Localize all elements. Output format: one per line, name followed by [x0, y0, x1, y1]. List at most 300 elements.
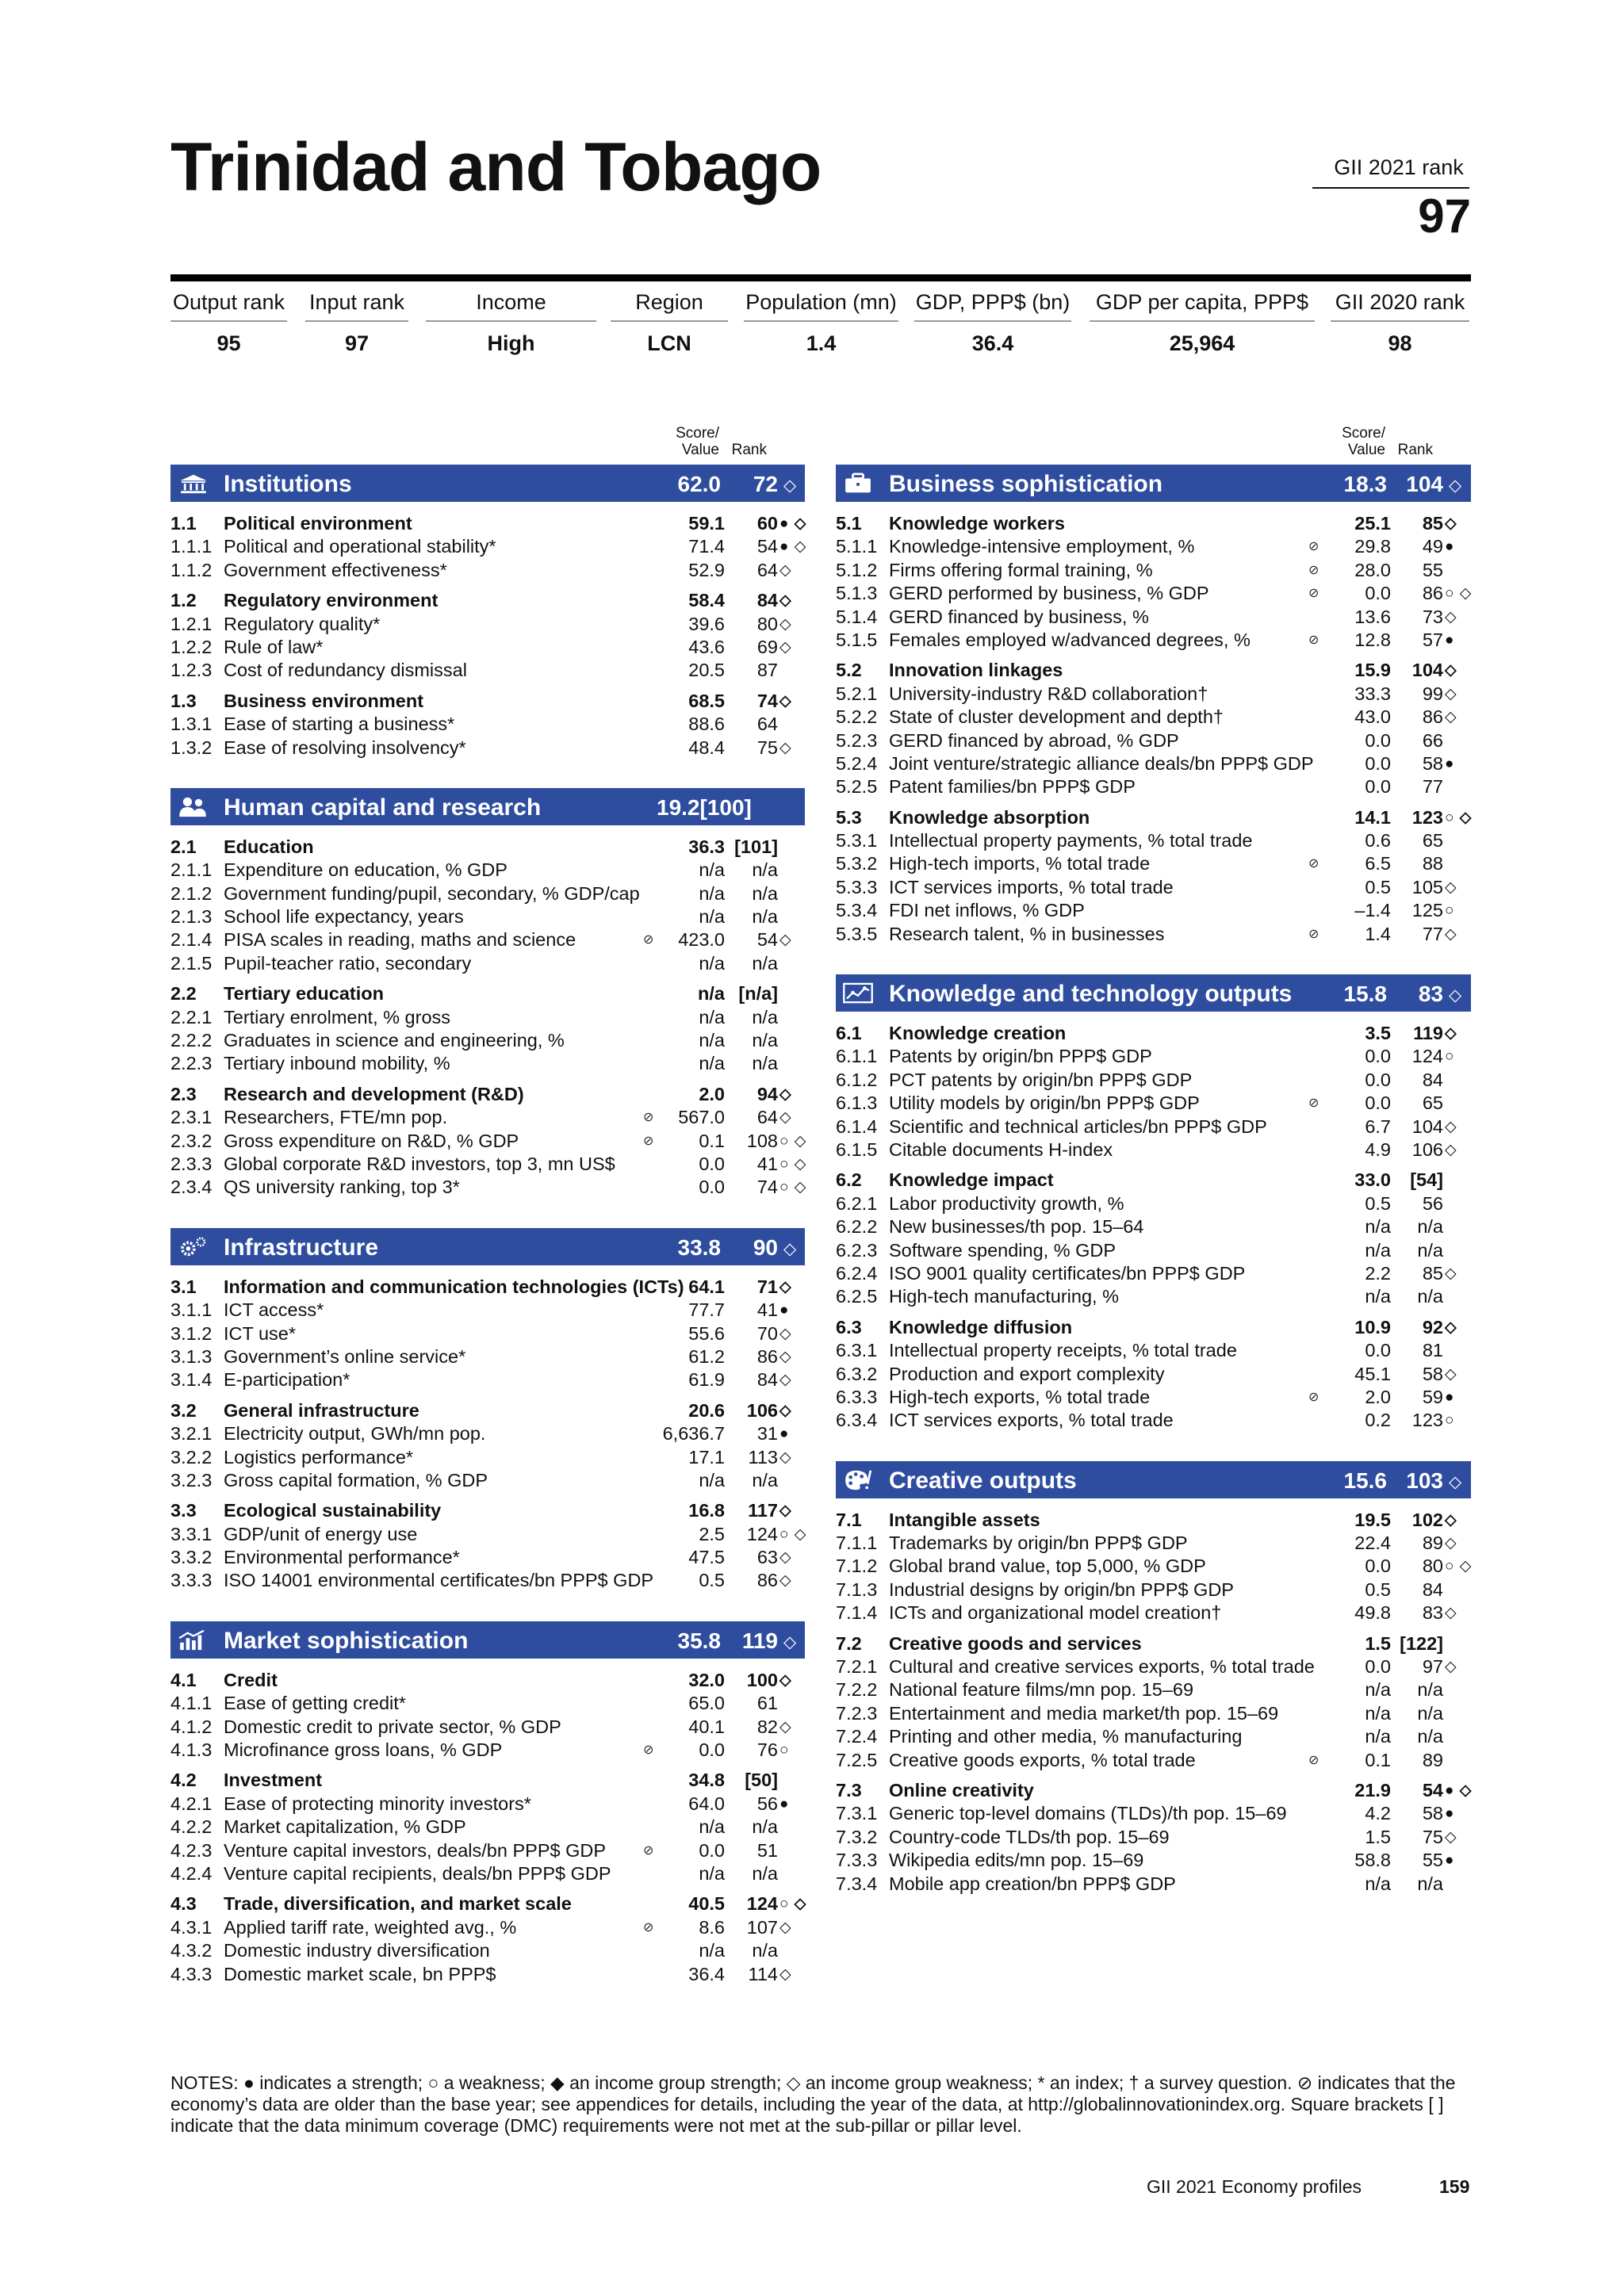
pillar-header [170, 465, 805, 502]
indicator-label: ISO 9001 quality certificates/bn PPP$ GDP [889, 1262, 1246, 1284]
summary-cell [426, 290, 596, 356]
indicator-code: 1.3.1 [170, 714, 213, 735]
old-data-icon: ⊘ [1308, 857, 1320, 871]
indicator-rank: 55 [1422, 559, 1443, 580]
pillar-rank: 72 [753, 472, 778, 496]
indicator-label: Research and development (R&D) [224, 1083, 524, 1104]
summary-label: Income [426, 290, 596, 322]
indicator-score: 0.0 [1365, 583, 1391, 604]
indicator-label: GDP/unit of energy use [224, 1523, 418, 1544]
indicator-row [170, 952, 805, 975]
indicator-rank: 56 [1422, 1192, 1443, 1214]
indicator-code: 4.2.4 [170, 1862, 213, 1884]
indicator-score: 61.9 [688, 1369, 725, 1391]
indicator-label: Expenditure on education, % GDP [224, 859, 508, 881]
indicator-row [836, 1262, 1471, 1285]
indicator-score: 49.8 [1354, 1602, 1391, 1624]
strength-weakness-marker: ◇ [779, 1919, 792, 1936]
strength-weakness-marker: ◇ [779, 1372, 792, 1389]
indicator-score: 36.3 [688, 836, 725, 857]
indicator-code: 4.3.3 [170, 1963, 213, 1984]
row-spacer [836, 1161, 1471, 1169]
indicator-rank: n/a [752, 1862, 778, 1884]
indicator-score: 64.1 [688, 1276, 725, 1297]
indicator-label: Ease of starting a business* [224, 714, 455, 735]
indicator-rank: 70 [756, 1322, 778, 1344]
gii-rank-value: 97 [1418, 189, 1471, 243]
indicator-score: n/a [699, 1816, 725, 1838]
indicator-label: New businesses/th pop. 15–64 [889, 1216, 1144, 1238]
indicator-code: 5.1.3 [836, 583, 878, 604]
indicator-rank: 99 [1422, 683, 1443, 704]
indicator-rank: 65 [1422, 1093, 1443, 1114]
indicator-code: 3.1.2 [170, 1322, 213, 1344]
indicator-code: 6.1 [836, 1023, 862, 1044]
indicator-rank: 66 [1422, 729, 1443, 751]
indicator-rank: 77 [1422, 776, 1443, 798]
indicator-score: 0.1 [1365, 1749, 1391, 1770]
indicator-label: Intellectual property payments, % total trade [889, 830, 1253, 851]
subpillar-row [170, 1769, 805, 1792]
row-spacer [836, 1309, 1471, 1316]
indicator-code: 3.1.1 [170, 1299, 213, 1321]
strength-weakness-marker: ◇ [779, 1278, 792, 1295]
strength-weakness-marker: ◇ [1445, 1535, 1457, 1552]
strength-weakness-marker: ● ◇ [1445, 1781, 1473, 1799]
gears-icon [175, 1236, 210, 1258]
indicator-code: 1.1.1 [170, 536, 213, 557]
indicator-code: 4.3 [170, 1893, 197, 1915]
pillar-marker: ◇ [783, 1239, 797, 1258]
indicator-label: Generic top-level domains (TLDs)/th pop. 15–69 [889, 1803, 1287, 1824]
indicator-label: PISA scales in reading, maths and science [224, 929, 576, 951]
indicator-label: Intellectual property receipts, % total trade [889, 1340, 1237, 1361]
strength-weakness-marker: ○ ◇ [779, 1525, 807, 1543]
indicator-label: Creative goods and services [889, 1632, 1142, 1654]
indicator-code: 2.3.3 [170, 1153, 213, 1174]
strength-weakness-marker: ◇ [779, 1325, 792, 1342]
indicator-row [836, 559, 1471, 582]
indicator-row [170, 1322, 805, 1345]
pillar-marker: ◇ [1449, 986, 1462, 1005]
indicator-rank: 84 [1422, 1069, 1443, 1090]
strength-weakness-marker: ◇ [779, 1402, 792, 1419]
strength-weakness-marker: ◇ [779, 1085, 792, 1103]
indicator-rank: 85 [1422, 513, 1443, 534]
pillar-score: 15.6 [1343, 1468, 1387, 1493]
indicator-code: 5.3.3 [836, 876, 878, 897]
indicator-code: 6.2.1 [836, 1192, 878, 1214]
indicator-rank: n/a [752, 906, 778, 928]
indicator-label: Microfinance gross loans, % GDP [224, 1739, 503, 1761]
indicator-rank: 65 [1422, 830, 1443, 851]
subpillar-row [836, 1632, 1471, 1655]
indicator-code: 6.3.4 [836, 1410, 878, 1431]
strength-weakness-marker: ◇ [1445, 1265, 1457, 1282]
indicator-code: 6.1.5 [836, 1138, 878, 1160]
indicator-rank: 57 [1422, 629, 1443, 650]
indicator-score: n/a [1365, 1873, 1391, 1894]
strength-weakness-marker: ◇ [1445, 662, 1457, 679]
indicator-code: 7.1 [836, 1509, 862, 1530]
summary-label: Region [611, 290, 728, 322]
indicator-row [170, 1106, 805, 1129]
indicator-label: Tertiary enrolment, % gross [224, 1006, 451, 1027]
indicator-row [170, 1939, 805, 1962]
indicator-label: Citable documents H-index [889, 1138, 1113, 1160]
summary-cell [1331, 290, 1469, 356]
indicator-label: Environmental performance* [224, 1547, 460, 1568]
indicator-label: Domestic industry diversification [224, 1940, 490, 1961]
indicator-label: Political environment [224, 513, 412, 534]
strength-weakness-marker: ◇ [1445, 709, 1457, 726]
indicator-score: 2.5 [699, 1523, 725, 1544]
indicator-code: 6.1.2 [836, 1069, 878, 1090]
indicator-code: 2.2 [170, 983, 197, 1004]
indicator-score: 21.9 [1354, 1779, 1391, 1800]
indicator-rank: [122] [1400, 1632, 1443, 1654]
old-data-icon: ⊘ [643, 1111, 654, 1125]
strength-weakness-marker: ◇ [1445, 1605, 1457, 1622]
strength-weakness-marker: ◇ [779, 615, 792, 633]
indicator-code: 5.1.5 [836, 629, 878, 650]
indicator-row [170, 1299, 805, 1322]
indicator-rank: 86 [1422, 706, 1443, 728]
strength-weakness-marker: ○ [1445, 902, 1455, 920]
indicator-row [170, 1176, 805, 1199]
subpillar-row [170, 512, 805, 535]
indicator-code: 7.3.1 [836, 1803, 878, 1824]
indicator-code: 6.3.3 [836, 1386, 878, 1407]
indicator-code: 7.3.2 [836, 1826, 878, 1847]
indicator-rank: 86 [756, 1570, 778, 1591]
indicator-score: 13.6 [1354, 606, 1391, 627]
indicator-score: 19.5 [1354, 1509, 1391, 1530]
indicator-rank: 123 [1411, 806, 1443, 828]
subpillar-row [170, 836, 805, 859]
row-spacer [170, 975, 805, 982]
strength-weakness-marker: ● [1445, 1852, 1455, 1869]
indicator-label: GERD financed by business, % [889, 606, 1149, 627]
indicator-score: 0.6 [1365, 830, 1391, 851]
row-spacer [836, 652, 1471, 659]
indicator-label: Ecological sustainability [224, 1500, 442, 1521]
col-header-score: Score/ [1342, 425, 1385, 442]
subpillar-row [170, 1083, 805, 1106]
indicator-rank: 63 [756, 1547, 778, 1568]
indicator-rank: [50] [745, 1770, 778, 1791]
indicator-score: 77.7 [688, 1299, 725, 1321]
indicator-code: 7.1.2 [836, 1556, 878, 1577]
indicator-rank: 117 [748, 1500, 778, 1521]
indicator-code: 4.2.1 [170, 1793, 213, 1814]
pillar-section [170, 1228, 805, 1593]
indicator-rank: 56 [756, 1793, 778, 1814]
indicator-code: 1.1.2 [170, 559, 213, 580]
indicator-score: n/a [698, 983, 725, 1004]
indicator-code: 4.2.3 [170, 1839, 213, 1861]
indicator-code: 3.2.1 [170, 1423, 213, 1445]
indicator-score: 8.6 [699, 1916, 725, 1938]
indicator-row [836, 1285, 1471, 1308]
indicator-code: 7.1.1 [836, 1533, 878, 1554]
indicator-rank: 74 [756, 690, 778, 711]
indicator-rank: 85 [1422, 1262, 1443, 1284]
indicator-score: n/a [1365, 1679, 1391, 1701]
indicator-row [170, 882, 805, 905]
indicator-rank: 51 [756, 1839, 778, 1861]
indicator-row [836, 1802, 1471, 1825]
indicator-label: High-tech exports, % total trade [889, 1386, 1151, 1407]
left-column [170, 465, 805, 2015]
indicator-score: 0.0 [1365, 752, 1391, 774]
indicator-label: Trademarks by origin/bn PPP$ GDP [889, 1533, 1188, 1554]
indicator-label: Applied tariff rate, weighted avg., % [224, 1916, 517, 1938]
indicator-row [170, 659, 805, 682]
indicator-label: QS university ranking, top 3* [224, 1177, 460, 1198]
indicator-score: n/a [699, 906, 725, 928]
pillar-score: 35.8 [677, 1628, 721, 1653]
row-spacer [836, 1625, 1471, 1632]
strength-weakness-marker: ◇ [779, 592, 792, 610]
indicator-rank: 100 [746, 1669, 778, 1690]
indicator-row [836, 535, 1471, 558]
indicator-code: 3.3 [170, 1500, 197, 1521]
indicator-rank: [54] [1410, 1169, 1443, 1191]
indicator-label: Entertainment and media market/th pop. 15–69 [889, 1702, 1279, 1724]
indicator-row [170, 1052, 805, 1075]
indicator-score: 0.1 [699, 1130, 725, 1151]
strength-weakness-marker: ◇ [1445, 1318, 1457, 1336]
indicator-rank: n/a [1417, 1239, 1443, 1261]
indicator-rank: n/a [1417, 1286, 1443, 1307]
indicator-score: 4.9 [1365, 1138, 1391, 1160]
indicator-label: GERD financed by abroad, % GDP [889, 729, 1179, 751]
gii-rank-label: GII 2021 rank [1334, 155, 1464, 179]
indicator-score: 0.0 [699, 1739, 725, 1761]
indicator-rank: 124 [1411, 1046, 1443, 1067]
indicator-score: 48.4 [688, 737, 725, 758]
col-header-rank: Rank [1397, 442, 1433, 458]
indicator-code: 7.1.3 [836, 1578, 878, 1600]
indicator-code: 4.1.2 [170, 1716, 213, 1737]
indicator-label: Knowledge impact [889, 1169, 1054, 1191]
indicator-label: Government funding/pupil, secondary, % GDP/cap [224, 882, 640, 904]
indicator-label: Females employed w/advanced degrees, % [889, 629, 1251, 650]
indicator-code: 5.1.4 [836, 606, 878, 627]
indicator-row [170, 1422, 805, 1445]
col-header-value: Value [681, 442, 719, 458]
indicator-rank: 113 [748, 1446, 778, 1468]
summary-label: GDP per capita, PPP$ [1090, 290, 1315, 322]
col-header-rank: Rank [731, 442, 767, 458]
strength-weakness-marker: ◇ [779, 1348, 792, 1365]
indicator-label: Ease of protecting minority investors* [224, 1793, 531, 1814]
pillar-rank: 119 [741, 1628, 778, 1653]
col-header-score: Score/ [676, 425, 719, 442]
pillar-header [170, 1228, 805, 1265]
indicator-score: n/a [699, 882, 725, 904]
indicator-code: 2.3.1 [170, 1107, 213, 1128]
indicator-code: 3.2 [170, 1399, 197, 1421]
indicator-label: Tertiary inbound mobility, % [224, 1053, 450, 1074]
indicator-row [836, 1601, 1471, 1624]
indicator-rank: 106 [1411, 1138, 1443, 1160]
summary-label: GII 2020 rank [1331, 290, 1469, 322]
old-data-icon: ⊘ [643, 933, 654, 947]
row-spacer [170, 1392, 805, 1399]
pillar-header [836, 1461, 1471, 1498]
indicator-row [170, 1692, 805, 1715]
indicator-row [836, 1678, 1471, 1701]
indicator-label: Political and operational stability* [224, 536, 496, 557]
indicator-score: n/a [1365, 1286, 1391, 1307]
strength-weakness-marker: ● [1445, 1805, 1455, 1823]
indicator-rank: n/a [752, 1469, 778, 1490]
strength-weakness-marker: ◇ [779, 1572, 792, 1590]
indicator-row [836, 1192, 1471, 1215]
subpillar-row [170, 1669, 805, 1692]
old-data-icon: ⊘ [1308, 633, 1320, 647]
strength-weakness-marker: ◇ [1445, 925, 1457, 943]
indicator-label: Knowledge creation [889, 1023, 1067, 1044]
indicator-code: 6.1.3 [836, 1093, 878, 1114]
indicator-row [836, 1749, 1471, 1772]
indicator-score: 0.0 [1365, 1340, 1391, 1361]
indicator-code: 4.1.3 [170, 1739, 213, 1761]
indicator-rank: 89 [1422, 1533, 1443, 1554]
indicator-score: 1.5 [1365, 1632, 1391, 1654]
indicator-rank: 81 [1422, 1340, 1443, 1361]
indicator-label: Scientific and technical articles/bn PPP$ GDP [889, 1115, 1267, 1137]
indicator-rank: 97 [1422, 1656, 1443, 1678]
indicator-score: 88.6 [688, 714, 725, 735]
indicator-code: 5.2.1 [836, 683, 878, 704]
indicator-label: Business environment [224, 690, 424, 711]
indicator-code: 3.1.4 [170, 1369, 213, 1391]
indicator-score: n/a [699, 859, 725, 881]
indicator-rank: 54 [756, 929, 778, 951]
indicator-code: 4.1 [170, 1669, 197, 1690]
indicator-rank: 76 [756, 1739, 778, 1761]
indicator-row [170, 1816, 805, 1839]
indicator-rank: 105 [1411, 876, 1443, 897]
indicator-score: 58.4 [688, 590, 725, 611]
indicator-row [836, 829, 1471, 852]
pillar-score: 33.8 [677, 1234, 721, 1260]
indicator-score: n/a [699, 1030, 725, 1051]
old-data-icon: ⊘ [1308, 1390, 1320, 1404]
old-data-icon: ⊘ [643, 1743, 654, 1758]
indicator-score: n/a [699, 1940, 725, 1961]
indicator-rank: 104 [1411, 1115, 1443, 1137]
col-header-right [1300, 425, 1385, 458]
indicator-score: 2.0 [699, 1083, 725, 1104]
indicator-rank: [n/a] [738, 983, 778, 1004]
strength-weakness-marker: ○ ◇ [779, 1132, 807, 1150]
indicator-row [836, 1873, 1471, 1896]
indicator-label: Utility models by origin/bn PPP$ GDP [889, 1093, 1200, 1114]
indicator-label: Knowledge-intensive employment, % [889, 536, 1195, 557]
strength-weakness-marker: ◇ [779, 1549, 792, 1567]
palette-icon [841, 1469, 875, 1491]
header-rule [170, 274, 1471, 281]
indicator-rank: 54 [756, 536, 778, 557]
pillar-name: Human capital and research [224, 794, 542, 821]
notes: NOTES: ● indicates a strength; ○ a weakness; ◆ an income group strength; ◇ an income group weakness; * an index; † a survey question. ⊘ indicates that the economy’s data are older than the base year; see appendices for details, including the year of the data, at http://globalinnovationindex.org. Square brackets [ ] indicate that the data minimum coverage (DMC) requirements were not met at the sub-pillar or pillar level. [170, 2072, 1456, 2136]
indicator-code: 4.2 [170, 1770, 197, 1791]
indicator-rank: 58 [1422, 1363, 1443, 1384]
indicator-label: Joint venture/strategic alliance deals/bn PPP$ GDP [889, 752, 1314, 774]
footer-label: GII 2021 Economy profiles [1147, 2176, 1362, 2197]
indicator-label: Venture capital recipients, deals/bn PPP$ GDP [224, 1862, 611, 1884]
strength-weakness-marker: ○ ◇ [1445, 809, 1473, 826]
indicator-label: Graduates in science and engineering, % [224, 1030, 565, 1051]
indicator-row [836, 852, 1471, 875]
summary-value: 97 [344, 331, 370, 355]
indicator-rank: 88 [1422, 853, 1443, 874]
summary-value: 98 [1388, 331, 1412, 355]
pillar-marker: ◇ [783, 476, 797, 495]
indicator-rank: 119 [1413, 1023, 1443, 1044]
people-icon [175, 796, 210, 818]
indicator-code: 7.2 [836, 1632, 862, 1654]
summary-value: High [487, 331, 535, 355]
summary-label: Output rank [170, 290, 287, 322]
indicator-row [836, 683, 1471, 706]
indicator-row [836, 1655, 1471, 1678]
indicator-label: Investment [224, 1770, 323, 1791]
indicator-code: 2.3.2 [170, 1130, 213, 1151]
indicator-score: 0.2 [1365, 1410, 1391, 1431]
indicator-label: Government’s online service* [224, 1345, 466, 1367]
strength-weakness-marker: ◇ [779, 1965, 792, 1983]
indicator-row [836, 899, 1471, 922]
indicator-row [170, 1569, 805, 1592]
strength-weakness-marker: ◇ [1445, 515, 1457, 532]
indicator-label: Innovation linkages [889, 660, 1063, 681]
indicator-code: 7.3.4 [836, 1873, 878, 1894]
strength-weakness-marker: ◇ [779, 1671, 792, 1689]
indicator-row [170, 1793, 805, 1816]
col-header-left [634, 425, 719, 458]
indicator-label: Intangible assets [889, 1509, 1040, 1530]
indicator-row [170, 1716, 805, 1739]
indicator-label: Printing and other media, % manufacturing [889, 1726, 1243, 1747]
indicator-rank: n/a [1417, 1726, 1443, 1747]
strength-weakness-marker: ◇ [779, 1109, 792, 1127]
indicator-score: 4.2 [1365, 1803, 1391, 1824]
indicator-score: 29.8 [1354, 536, 1391, 557]
strength-weakness-marker: ◇ [779, 1502, 792, 1520]
indicator-code: 7.2.3 [836, 1702, 878, 1724]
indicator-rank: 71 [756, 1276, 778, 1297]
indicator-rank: 86 [756, 1345, 778, 1367]
pillar-header [170, 1621, 805, 1659]
indicator-rank: n/a [1417, 1679, 1443, 1701]
indicator-rank: 31 [756, 1423, 778, 1445]
indicator-score: 15.9 [1354, 660, 1391, 681]
indicator-score: 71.4 [688, 536, 725, 557]
strength-weakness-marker: ◇ [1445, 1141, 1457, 1158]
indicator-label: Research talent, % in businesses [889, 923, 1165, 944]
indicator-row [170, 1446, 805, 1469]
indicator-label: Credit [224, 1669, 278, 1690]
indicator-label: Production and export complexity [889, 1363, 1165, 1384]
indicator-code: 1.3.2 [170, 737, 213, 758]
indicator-rank: 108 [746, 1130, 778, 1151]
indicator-score: 43.6 [688, 636, 725, 657]
